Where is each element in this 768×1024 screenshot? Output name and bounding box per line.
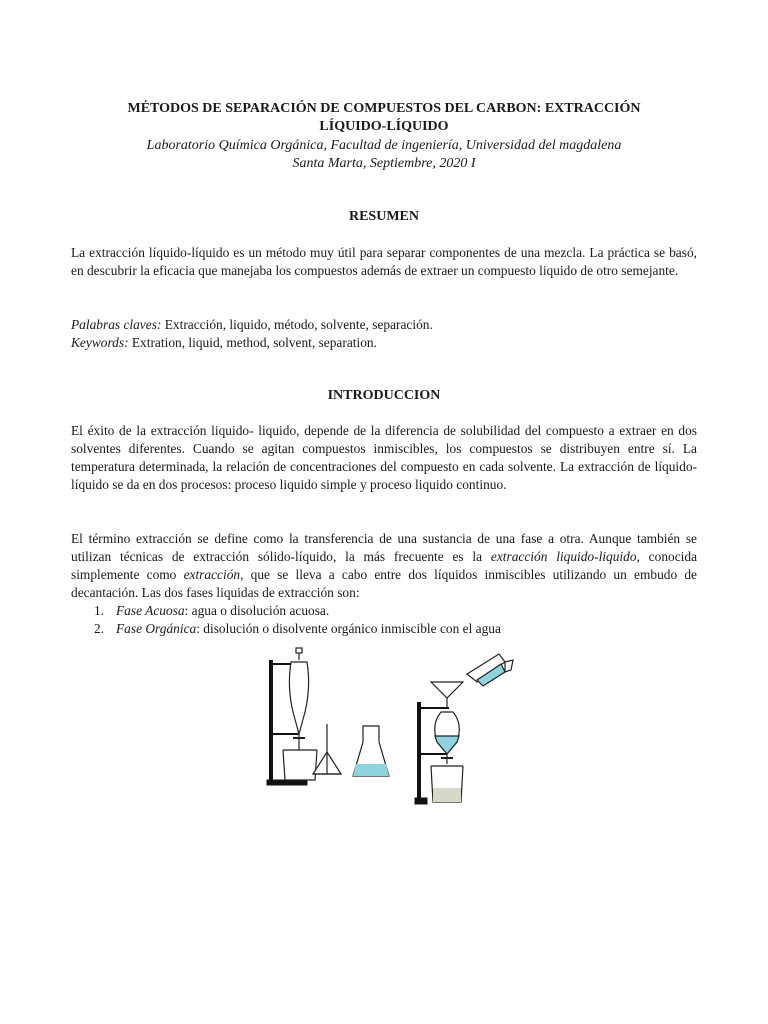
- title-line-2: LÍQUIDO-LÍQUIDO: [319, 119, 449, 134]
- list-item: [94, 620, 501, 638]
- intro-paragraph-2: [71, 530, 697, 602]
- list-text: : agua o disolución acuosa.: [184, 603, 330, 618]
- list-label: Fase Orgánica: [116, 621, 197, 636]
- keywords-es-label: Palabras claves:: [71, 317, 162, 332]
- p2-term-extraccion-ll: extracción liquido-liquido: [490, 549, 637, 564]
- list-text: : disolución o disolvente orgánico inmiscible con el agua: [196, 621, 501, 636]
- resumen-text: La extracción líquido-líquido es un método muy útil para separar componentes de una mezcla. La práctica se basó, en descubrir la eficacia que manejaba los compuestos además de extraer un compuesto liquido de otro semejante.: [71, 245, 697, 278]
- place-date: Santa Marta, Septiembre, 2020 I: [292, 156, 476, 171]
- list-number: 2.: [94, 621, 105, 636]
- document-title: [70, 100, 698, 136]
- p2-part-c: , conocida simplemente como: [71, 549, 698, 582]
- keywords-es: [71, 316, 433, 334]
- p2-term-extraccion: extracción: [183, 567, 241, 582]
- right-separatory-funnel: [435, 712, 460, 764]
- keywords-en-values: Extration, liquid, method, solvent, separation.: [128, 335, 377, 350]
- intro-paragraph-1: El éxito de la extracción liquido- liquido, depende de la diferencia de solubilidad del compuesto a extraer en dos solventes diferentes. Cuando se agitan compuestos inmiscibles, los compuestos se distribuyen entre sí. La temperatura determinada, la relación de concentraciones del compuesto en cada solvente. La extracción de líquido- líquido se da en dos procesos: proceso liquido simple y proceso liquido continuo.: [71, 423, 697, 492]
- list-item: [94, 602, 329, 620]
- filter-funnel: [313, 724, 341, 774]
- right-beaker: [431, 766, 463, 802]
- keywords-en-label: Keywords:: [71, 335, 129, 350]
- keywords-es-values: Extracción, liquido, método, solvente, separación.: [161, 317, 433, 332]
- separatory-funnel-apparatus-illustration: [255, 642, 515, 812]
- left-beaker: [283, 750, 317, 780]
- keywords-en: [71, 334, 377, 352]
- title-line-1: MÉTODOS DE SEPARACIÓN DE COMPUESTOS DEL CARBON: EXTRACCIÓN: [127, 101, 641, 116]
- affiliation: Laboratorio Química Orgánica, Facultad de ingeniería, Universidad del magdalena: [146, 138, 622, 153]
- top-funnel: [431, 682, 463, 708]
- erlenmeyer-flask: [353, 726, 389, 776]
- p2-part-e: , que se lleva a cabo entre dos líquidos inmiscibles utilizando un embudo de decantación. Las dos fases liquidas de extracción son:: [71, 567, 697, 600]
- list-number: 1.: [94, 603, 105, 618]
- list-label: Fase Acuosa: [116, 603, 185, 618]
- resumen-heading: RESUMEN: [348, 209, 419, 224]
- p2-part-a: El término extracción se define como la transferencia de una sustancia de una fase a otra. Aunque también se utilizan técnicas de extracción sólido-líquido, la más frecuente es la: [71, 531, 697, 564]
- introduccion-heading: INTRODUCCION: [327, 388, 441, 403]
- pouring-flask: [467, 654, 513, 686]
